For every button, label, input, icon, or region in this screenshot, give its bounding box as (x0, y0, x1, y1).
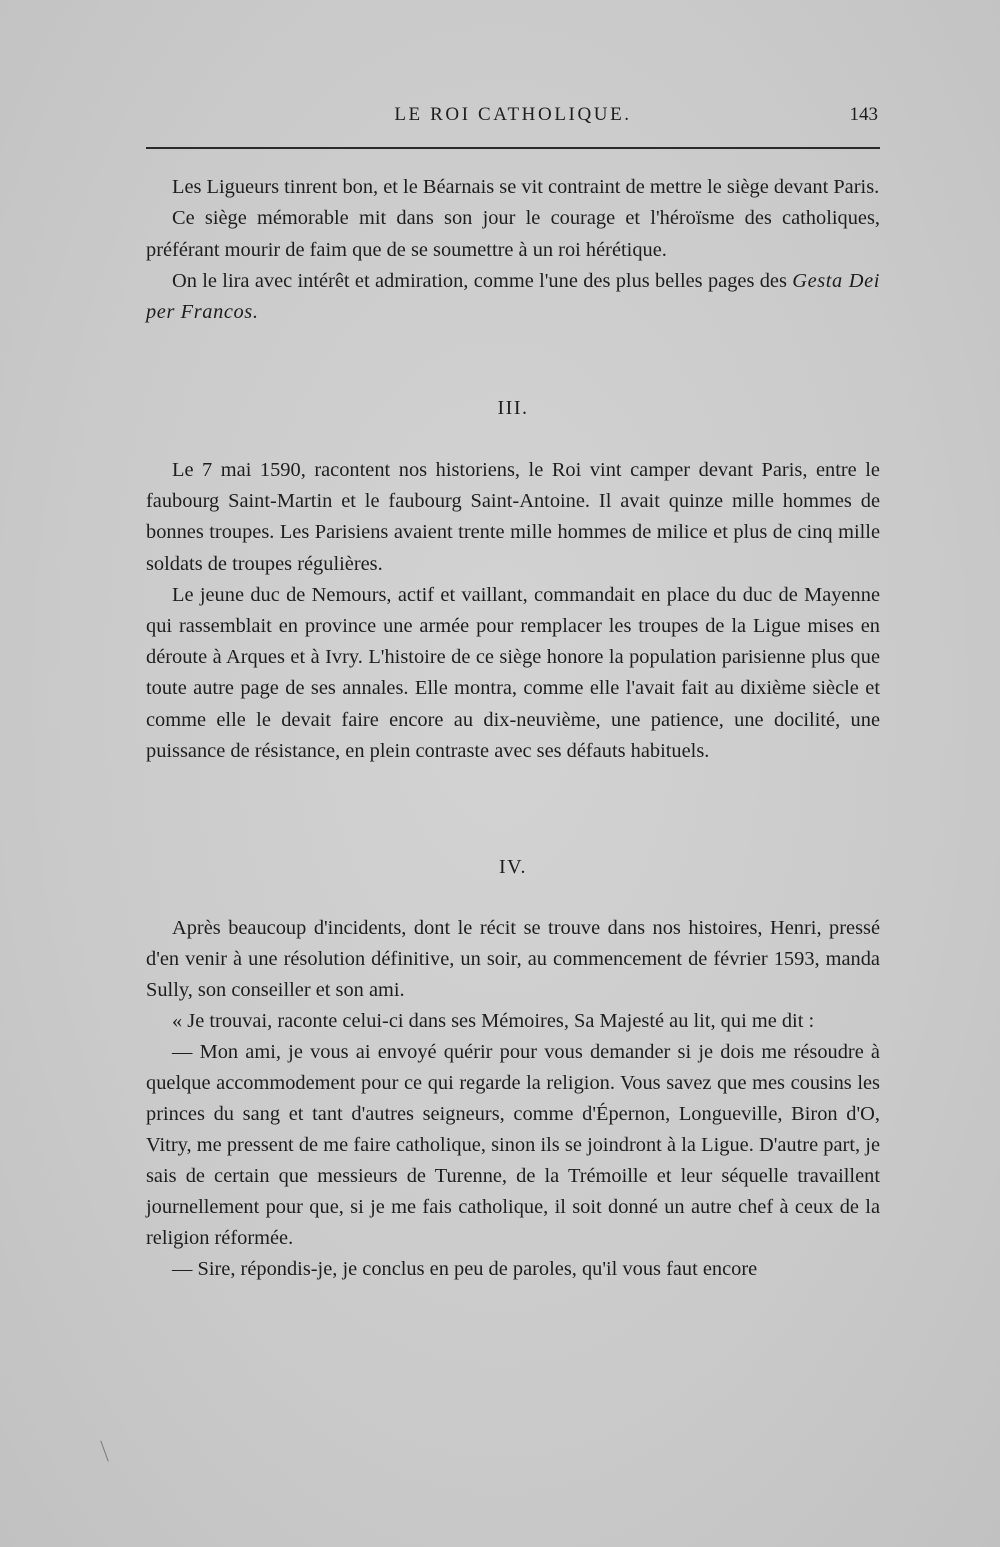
section-heading-iii: III. (497, 397, 529, 419)
section-heading-iv: IV. (498, 856, 528, 878)
section-iv-body (146, 913, 880, 1285)
paragraph-je-trouvai: « Je trouvai, raconte celui-ci dans ses Mémoires, Sa Majesté au lit, qui me dit : (172, 1010, 815, 1032)
paragraph-7-mai-1590: Le 7 mai 1590, racontent nos historiens, le Roi vint camper devant Paris, entre le faubourg Saint-Martin et le faubourg Saint-Antoine. Il avait quinze mille hommes de bonnes troupes. Les Parisiens avaient trente mille hommes de milice et plus de cinq mille soldats de troupes régulières. (146, 459, 880, 575)
paragraph-ligueurs: Les Ligueurs tinrent bon, et le Béarnais se vit contraint de mettre le siège devant Paris. (172, 176, 880, 198)
paper-speck (100, 1440, 108, 1461)
opening-section (146, 172, 880, 328)
latin-title-gesta-dei: Gesta Dei per Francos. (146, 269, 880, 324)
section-iii-body (146, 455, 880, 767)
paragraph-gesta-dei-text: On le lira avec intérêt et admiration, comme l'une des plus belles pages des (172, 269, 793, 292)
running-title: LE ROI CATHOLIQUE. (394, 104, 632, 125)
paragraph-apres-beaucoup: Après beaucoup d'incidents, dont le récit se trouve dans nos histoires, Henri, pressé d'en venir à une résolution définitive, un soir, au commencement de février 1593, manda Sully, son conseiller et son ami. (146, 917, 880, 1001)
paragraph-siege-memorable: Ce siège mémorable mit dans son jour le courage et l'héroïsme des catholiques, préférant mourir de faim que de se soumettre à un roi hérétique. (146, 207, 880, 261)
paragraph-duc-de-nemours: Le jeune duc de Nemours, actif et vaillant, commandait en place du duc de Mayenne qui rassemblait en province une armée pour remplacer les troupes de la Ligue mises en déroute à Arques et à Ivry. L'histoire de ce siège honore la population parisienne plus que toute autre page de ses annales. Elle montra, comme elle l'avait fait au dixième siècle et comme elle le devait faire encore au dix-neuvième, une patience, une docilité, une puissance de résistance, en plein contraste avec ses défauts habituels. (146, 583, 880, 762)
page-number: 143 (849, 104, 878, 125)
paragraph-gesta-dei (146, 266, 880, 329)
header-rule (146, 147, 880, 149)
paragraph-sire-repondis: — Sire, répondis-je, je conclus en peu de paroles, qu'il vous faut encore (172, 1258, 758, 1280)
running-head (146, 100, 880, 134)
paragraph-mon-ami: — Mon ami, je vous ai envoyé quérir pour vous demander si je dois me résoudre à quelque accommodement pour ce qui regarde la religion. Vous savez que mes cousins les princes du sang et tant d'autres seigneurs, comme d'Épernon, Longueville, Biron d'O, Vitry, me pressent de me faire catholique, sinon ils se joindront à la Ligue. D'autre part, je sais de certain que messieurs de Turenne, de la Trémoille et leur séquelle travaillent journellement pour que, si je me fais catholique, il soit donné un autre chef à ceux de la religion réformée. (146, 1041, 880, 1249)
